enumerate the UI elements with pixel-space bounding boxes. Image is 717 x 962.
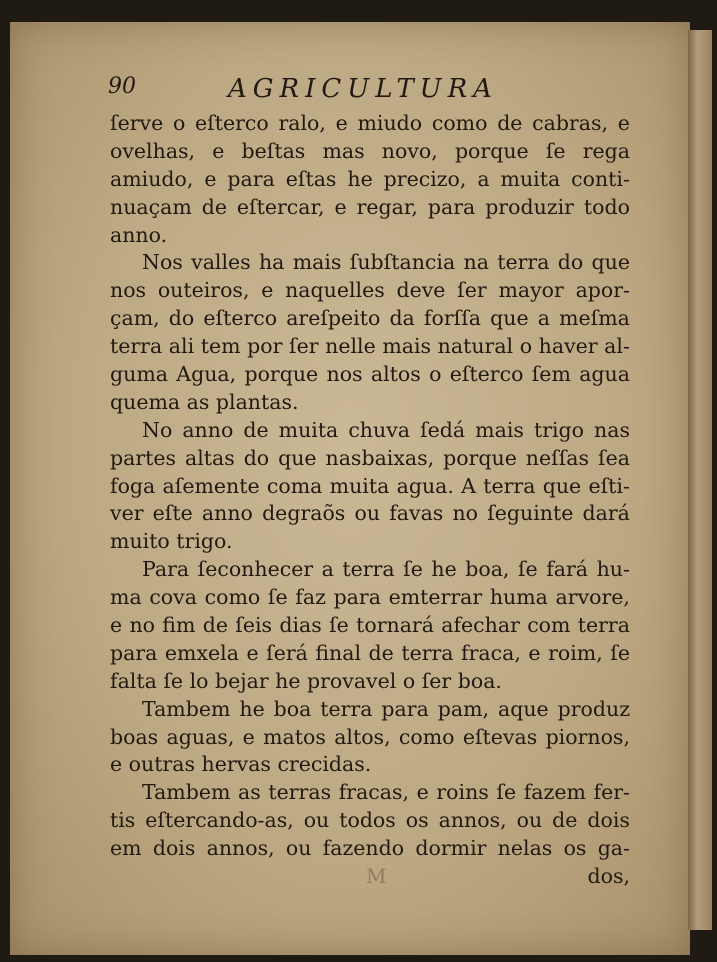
text-line: Nos valles ha mais ſubſtancia na terra do que	[142, 250, 630, 275]
catchword: dos,	[587, 864, 630, 888]
paper-page	[10, 22, 690, 955]
text-line: ver eſte anno degraõs ou favas no ſeguinte dará	[110, 501, 630, 526]
text-line: ſerve o eſterco ralo, e miudo como de cabras, e	[110, 111, 630, 135]
text-line: muito trigo.	[110, 529, 233, 554]
running-title: AGRICULTURA	[228, 74, 498, 104]
page-header	[108, 74, 628, 108]
text-line: e no fim de ſeis dias ſe tornará afechar com terra	[110, 613, 630, 638]
page-content	[10, 22, 690, 955]
text-line: No anno de muita chuva ſedá mais trigo nas	[142, 417, 630, 442]
text-line: boas aguas, e matos altos, como eſtevas piornos,	[110, 724, 630, 749]
text-line: Tambem he boa terra para pam, aque produz	[142, 696, 630, 721]
text-line: quema as plantas.	[110, 389, 299, 414]
text-line: e outras hervas crecidas.	[110, 752, 372, 777]
signature-mark: M	[366, 864, 387, 888]
text-line: anno.	[110, 222, 168, 247]
body-text	[110, 110, 630, 863]
text-line: Para ſeconhecer a terra ſe he boa, ſe fará hu-	[142, 557, 630, 582]
catch-line	[110, 864, 630, 894]
text-line: partes altas do que nasbaixas, porque neſſas ſea	[110, 445, 630, 470]
text-line: falta ſe lo bejar he provavel o ſer boa.	[110, 668, 502, 693]
text-line: nuaçam de eſtercar, e regar, para produzir todo	[110, 194, 630, 219]
text-line: çam, do eſterco areſpeito da forſſa que a meſma	[110, 306, 630, 331]
text-line: nos outeiros, e naquelles deve ſer mayor apor-	[110, 278, 630, 303]
text-line: guma Agua, porque nos altos o eſterco ſem agua	[110, 362, 630, 387]
text-line: ma cova como ſe faz para emterrar huma arvore,	[110, 585, 630, 610]
text-line: ovelhas, e beſtas mas novo, porque ſe rega	[110, 138, 630, 163]
text-line: Tambem as terras fracas, e roins ſe fazem fer-	[142, 780, 630, 805]
text-line: em dois annos, ou fazendo dormir nelas os ga-	[110, 836, 630, 861]
text-line: tis eſtercando-as, ou todos os annos, ou de dois	[110, 808, 630, 833]
text-line: terra ali tem por ſer nelle mais natural o haver al-	[110, 334, 630, 359]
text-line: foga aſemente coma muita agua. A terra que eſti-	[110, 473, 630, 498]
text-line: para emxela e ſerá final de terra fraca, e roim, ſe	[110, 640, 630, 665]
next-page-edge	[688, 30, 712, 930]
page-number: 90	[108, 74, 136, 99]
text-line: amiudo, e para eſtas he precizo, a muita conti-	[110, 166, 630, 191]
